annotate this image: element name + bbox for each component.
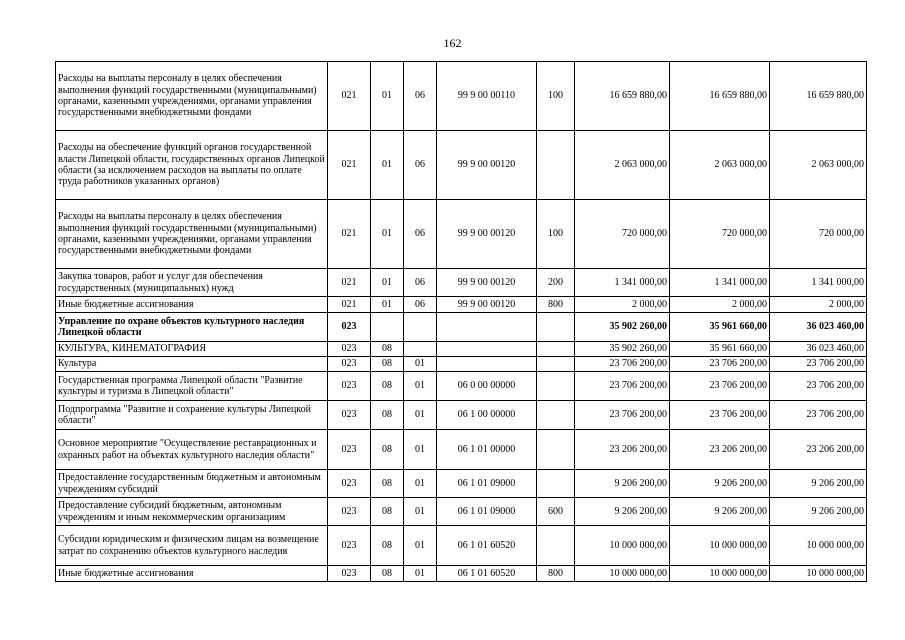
table-row	[56, 430, 867, 470]
ministry-code: 021	[328, 200, 371, 269]
table-row	[56, 566, 867, 582]
table-row	[56, 342, 867, 357]
target-article: 06 1 01 60520	[437, 566, 537, 582]
table-row	[56, 269, 867, 297]
amount-year-1: 35 902 260,00	[575, 342, 670, 357]
section-code: 01	[371, 200, 404, 269]
amount-year-2: 10 000 000,00	[670, 566, 770, 582]
target-article: 99 9 00 00120	[437, 131, 537, 200]
expense-type	[537, 470, 575, 498]
expense-type	[537, 313, 575, 342]
amount-year-1: 720 000,00	[575, 200, 670, 269]
amount-year-3: 23 206 200,00	[770, 430, 867, 470]
ministry-code: 023	[328, 342, 371, 357]
subsection-code	[404, 342, 437, 357]
table-row	[56, 297, 867, 313]
target-article	[437, 357, 537, 372]
ministry-code: 023	[328, 430, 371, 470]
amount-year-2: 9 206 200,00	[670, 498, 770, 526]
table-row	[56, 401, 867, 430]
amount-year-2: 23 206 200,00	[670, 430, 770, 470]
budget-table	[55, 61, 867, 582]
section-code: 08	[371, 342, 404, 357]
amount-year-3: 36 023 460,00	[770, 342, 867, 357]
amount-year-1: 9 206 200,00	[575, 470, 670, 498]
row-name: Предоставление субсидий бюджетным, автономным учреждениям и иным некоммерческим организациям	[56, 498, 328, 526]
amount-year-1: 16 659 880,00	[575, 62, 670, 131]
amount-year-2: 10 000 000,00	[670, 526, 770, 566]
amount-year-2: 23 706 200,00	[670, 357, 770, 372]
table-row	[56, 372, 867, 401]
ministry-code: 023	[328, 566, 371, 582]
row-name: Иные бюджетные ассигнования	[56, 297, 328, 313]
subsection-code: 01	[404, 526, 437, 566]
subsection-code: 01	[404, 566, 437, 582]
expense-type	[537, 526, 575, 566]
table-row	[56, 357, 867, 372]
amount-year-2: 35 961 660,00	[670, 342, 770, 357]
subsection-code: 06	[404, 269, 437, 297]
amount-year-2: 9 206 200,00	[670, 470, 770, 498]
ministry-code: 023	[328, 401, 371, 430]
row-name: Основное мероприятие "Осуществление реставрационных и охранных работ на объектах культурного наследия области"	[56, 430, 328, 470]
amount-year-3: 10 000 000,00	[770, 566, 867, 582]
target-article: 06 1 01 09000	[437, 498, 537, 526]
amount-year-2: 23 706 200,00	[670, 372, 770, 401]
amount-year-1: 23 706 200,00	[575, 401, 670, 430]
expense-type: 800	[537, 566, 575, 582]
amount-year-3: 2 063 000,00	[770, 131, 867, 200]
amount-year-2: 23 706 200,00	[670, 401, 770, 430]
section-code: 08	[371, 372, 404, 401]
amount-year-1: 23 206 200,00	[575, 430, 670, 470]
amount-year-2: 16 659 880,00	[670, 62, 770, 131]
target-article: 99 9 00 00120	[437, 200, 537, 269]
amount-year-1: 23 706 200,00	[575, 372, 670, 401]
section-code: 08	[371, 566, 404, 582]
expense-type	[537, 401, 575, 430]
ministry-code: 021	[328, 131, 371, 200]
target-article	[437, 313, 537, 342]
subsection-code: 06	[404, 200, 437, 269]
ministry-code: 023	[328, 526, 371, 566]
target-article: 06 1 01 60520	[437, 526, 537, 566]
target-article: 06 1 00 00000	[437, 401, 537, 430]
row-name: Расходы на обеспечение функций органов государственной власти Липецкой области, государственных органов Липецкой области (за исключением расходов на выплаты по оплате труда работников указанных органов)	[56, 131, 328, 200]
table-row	[56, 526, 867, 566]
amount-year-2: 2 063 000,00	[670, 131, 770, 200]
row-name: Расходы на выплаты персоналу в целях обеспечения выполнения функций государственными (муниципальными) органами, казенными учреждениями, органами управления государственными внебюджетными фондами	[56, 200, 328, 269]
expense-type	[537, 131, 575, 200]
table-row	[56, 498, 867, 526]
amount-year-3: 2 000,00	[770, 297, 867, 313]
expense-type	[537, 342, 575, 357]
table-row	[56, 470, 867, 498]
subsection-code: 01	[404, 372, 437, 401]
amount-year-3: 10 000 000,00	[770, 526, 867, 566]
amount-year-3: 36 023 460,00	[770, 313, 867, 342]
section-code: 01	[371, 297, 404, 313]
amount-year-2: 1 341 000,00	[670, 269, 770, 297]
amount-year-3: 1 341 000,00	[770, 269, 867, 297]
amount-year-3: 23 706 200,00	[770, 401, 867, 430]
section-code: 08	[371, 430, 404, 470]
target-article: 99 9 00 00110	[437, 62, 537, 131]
amount-year-1: 1 341 000,00	[575, 269, 670, 297]
expense-type: 100	[537, 62, 575, 131]
table-body	[56, 62, 867, 582]
row-name: Подпрограмма "Развитие и сохранение культуры Липецкой области"	[56, 401, 328, 430]
ministry-code: 023	[328, 313, 371, 342]
ministry-code: 021	[328, 297, 371, 313]
ministry-code: 021	[328, 269, 371, 297]
table-row	[56, 200, 867, 269]
row-name: Субсидии юридическим и физическим лицам на возмещение затрат по сохранению объектов культурного наследия	[56, 526, 328, 566]
row-name: КУЛЬТУРА, КИНЕМАТОГРАФИЯ	[56, 342, 328, 357]
target-article: 99 9 00 00120	[437, 269, 537, 297]
amount-year-3: 9 206 200,00	[770, 498, 867, 526]
target-article: 06 1 01 09000	[437, 470, 537, 498]
section-code: 01	[371, 131, 404, 200]
amount-year-1: 10 000 000,00	[575, 526, 670, 566]
table-row	[56, 131, 867, 200]
section-code: 08	[371, 470, 404, 498]
expense-type: 200	[537, 269, 575, 297]
section-code: 01	[371, 269, 404, 297]
amount-year-1: 2 063 000,00	[575, 131, 670, 200]
subsection-code: 06	[404, 297, 437, 313]
amount-year-1: 9 206 200,00	[575, 498, 670, 526]
target-article: 06 1 01 00000	[437, 430, 537, 470]
amount-year-2: 2 000,00	[670, 297, 770, 313]
row-name: Иные бюджетные ассигнования	[56, 566, 328, 582]
section-code: 08	[371, 357, 404, 372]
amount-year-2: 35 961 660,00	[670, 313, 770, 342]
expense-type	[537, 372, 575, 401]
subsection-code: 01	[404, 498, 437, 526]
target-article: 06 0 00 00000	[437, 372, 537, 401]
section-code: 01	[371, 62, 404, 131]
subsection-code: 01	[404, 470, 437, 498]
amount-year-3: 9 206 200,00	[770, 470, 867, 498]
expense-type	[537, 357, 575, 372]
amount-year-3: 720 000,00	[770, 200, 867, 269]
ministry-code: 023	[328, 357, 371, 372]
row-name: Управление по охране объектов культурного наследия Липецкой области	[56, 313, 328, 342]
amount-year-1: 10 000 000,00	[575, 566, 670, 582]
row-name: Расходы на выплаты персоналу в целях обеспечения выполнения функций государственными (муниципальными) органами, казенными учреждениями, органами управления государственными внебюджетными фондами	[56, 62, 328, 131]
table-row	[56, 62, 867, 131]
ministry-code: 021	[328, 62, 371, 131]
section-code: 08	[371, 526, 404, 566]
amount-year-1: 23 706 200,00	[575, 357, 670, 372]
subsection-code: 06	[404, 62, 437, 131]
expense-type: 100	[537, 200, 575, 269]
ministry-code: 023	[328, 372, 371, 401]
page-number: 162	[443, 36, 462, 50]
amount-year-3: 16 659 880,00	[770, 62, 867, 131]
ministry-code: 023	[328, 470, 371, 498]
expense-type: 800	[537, 297, 575, 313]
ministry-code: 023	[328, 498, 371, 526]
subsection-code: 01	[404, 401, 437, 430]
subsection-code	[404, 313, 437, 342]
amount-year-1: 35 902 260,00	[575, 313, 670, 342]
row-name: Государственная программа Липецкой области "Развитие культуры и туризма в Липецкой области"	[56, 372, 328, 401]
subsection-code: 06	[404, 131, 437, 200]
subsection-code: 01	[404, 357, 437, 372]
expense-type	[537, 430, 575, 470]
section-code: 08	[371, 401, 404, 430]
section-code	[371, 313, 404, 342]
row-name: Закупка товаров, работ и услуг для обеспечения государственных (муниципальных) нужд	[56, 269, 328, 297]
amount-year-1: 2 000,00	[575, 297, 670, 313]
target-article	[437, 342, 537, 357]
amount-year-3: 23 706 200,00	[770, 357, 867, 372]
table-row	[56, 313, 867, 342]
section-code: 08	[371, 498, 404, 526]
row-name: Предоставление государственным бюджетным и автономным учреждениям субсидий	[56, 470, 328, 498]
subsection-code: 01	[404, 430, 437, 470]
amount-year-3: 23 706 200,00	[770, 372, 867, 401]
expense-type: 600	[537, 498, 575, 526]
amount-year-2: 720 000,00	[670, 200, 770, 269]
target-article: 99 9 00 00120	[437, 297, 537, 313]
row-name: Культура	[56, 357, 328, 372]
